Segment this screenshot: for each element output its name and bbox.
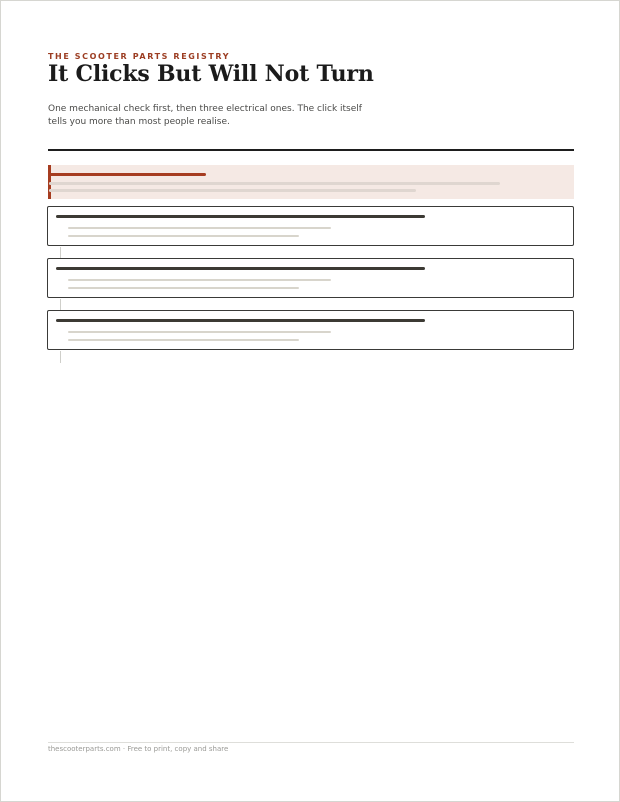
placeholder-heading-line — [49, 173, 206, 176]
step-connector-line — [60, 351, 61, 363]
placeholder-text-line — [49, 182, 500, 185]
placeholder-heading-line — [56, 215, 425, 218]
placeholder-text-line — [68, 339, 299, 341]
footer-divider — [48, 742, 574, 743]
intro-paragraph: One mechanical check first, then three electrical ones. The click itself tells you more than most people realise. — [48, 104, 362, 127]
electrical-check-card — [47, 310, 574, 350]
electrical-check-card — [47, 258, 574, 298]
footer-note: thescooterparts.com · Free to print, copy and share — [48, 745, 229, 753]
placeholder-heading-line — [56, 319, 425, 322]
placeholder-text-line — [49, 189, 416, 192]
placeholder-text-line — [68, 331, 331, 333]
placeholder-text-line — [68, 287, 299, 289]
electrical-check-card — [47, 206, 574, 246]
publication-kicker: THE SCOOTER PARTS REGISTRY — [48, 52, 231, 61]
placeholder-heading-line — [56, 267, 425, 270]
placeholder-text-line — [68, 227, 331, 229]
placeholder-text-line — [68, 235, 299, 237]
page-title: It Clicks But Will Not Turn — [48, 61, 374, 87]
mechanical-check-block — [48, 165, 574, 199]
header-divider — [48, 149, 574, 151]
placeholder-text-line — [68, 279, 331, 281]
